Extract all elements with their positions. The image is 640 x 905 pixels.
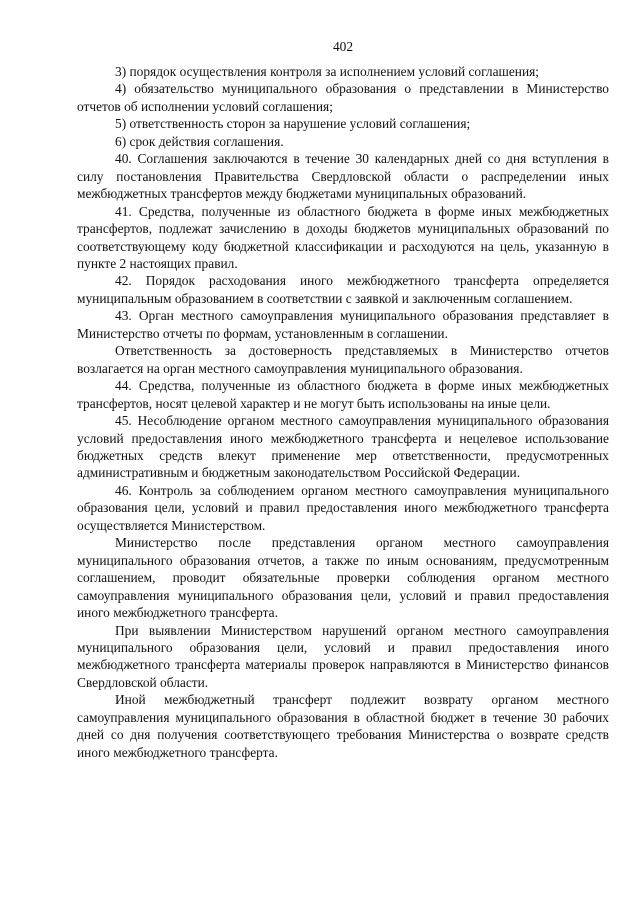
paragraph-clause-41: 41. Средства, полученные из областного бюджета в форме иных межбюджетных трансфертов, подлежат зачислению в доходы бюджетов муниципальных образований по соответствующему коду бюджетной классификации и расходуются на цель, указанную в пункте 2 настоящих правил. (77, 203, 609, 271)
paragraph-item-6: 6) срок действия соглашения. (115, 133, 284, 149)
paragraph-item-5: 5) ответственность сторон за нарушение условий соглашения; (115, 116, 471, 132)
paragraph-clause-40: 40. Соглашения заключаются в течение 30 календарных дней со дня вступления в силу постановления Правительства Свердловской области о распределении иных межбюджетных трансфертов между бюджетами муниципальных образований. (77, 151, 609, 202)
paragraph-item-3: 3) порядок осуществления контроля за исполнением условий соглашения; (115, 64, 539, 79)
paragraph-clause-46: 46. Контроль за соблюдением органом местного самоуправления муниципального образования цели, условий и правил предоставления иного межбюджетного трансферта осуществляется Министерством. (77, 482, 609, 533)
paragraph-clause-46-inspections: Министерство после представления органом местного самоуправления муниципального образования отчетов, а также по иным основаниям, предусмотренным соглашением, проводит обязательные проверки соблюдения органом местного самоуправления муниципального образования цели, условий и правил предоставления иного межбюджетного трансферта. (77, 535, 609, 621)
paragraph-clause-44: 44. Средства, полученные из областного бюджета в форме иных межбюджетных трансфертов, носят целевой характер и не могут быть использованы на иные цели. (77, 378, 609, 411)
page-number: 402 (332, 39, 354, 54)
paragraph-clause-45: 45. Несоблюдение органом местного самоуправления муниципального образования условий предоставления иного межбюджетного трансферта и нецелевое использование бюджетных средств влекут применение мер ответственности, предусмотренных административным и бюджетным законодательством Российской Федерации. (77, 413, 609, 481)
paragraph-clause-43-responsibility: Ответственность за достоверность представляемых в Министерство отчетов возлагается на орган местного самоуправления муниципального образования. (77, 343, 609, 376)
document-page (77, 38, 609, 761)
paragraph-item-4: 4) обязательство муниципального образования о представлении в Министерство отчетов об исполнении условий соглашения; (77, 81, 609, 114)
paragraph-clause-42: 42. Порядок расходования иного межбюджетного трансферта определяется муниципальным образованием в соответствии с заявкой и заключенным соглашением. (77, 273, 609, 306)
paragraph-clause-43: 43. Орган местного самоуправления муниципального образования представляет в Министерство отчеты по формам, установленным в соглашении. (77, 308, 609, 341)
paragraph-clause-46-violations: При выявлении Министерством нарушений органом местного самоуправления муниципального образования цели, условий и правил предоставления иного межбюджетного трансферта материалы проверок направляются в Министерство финансов Свердловской области. (77, 622, 609, 690)
paragraph-clause-46-refund: Иной межбюджетный трансферт подлежит возврату органом местного самоуправления муниципального образования в областной бюджет в течение 30 рабочих дней со дня получения соответствующего требования Министерства о возврате средств иного межбюджетного трансферта. (77, 692, 609, 760)
